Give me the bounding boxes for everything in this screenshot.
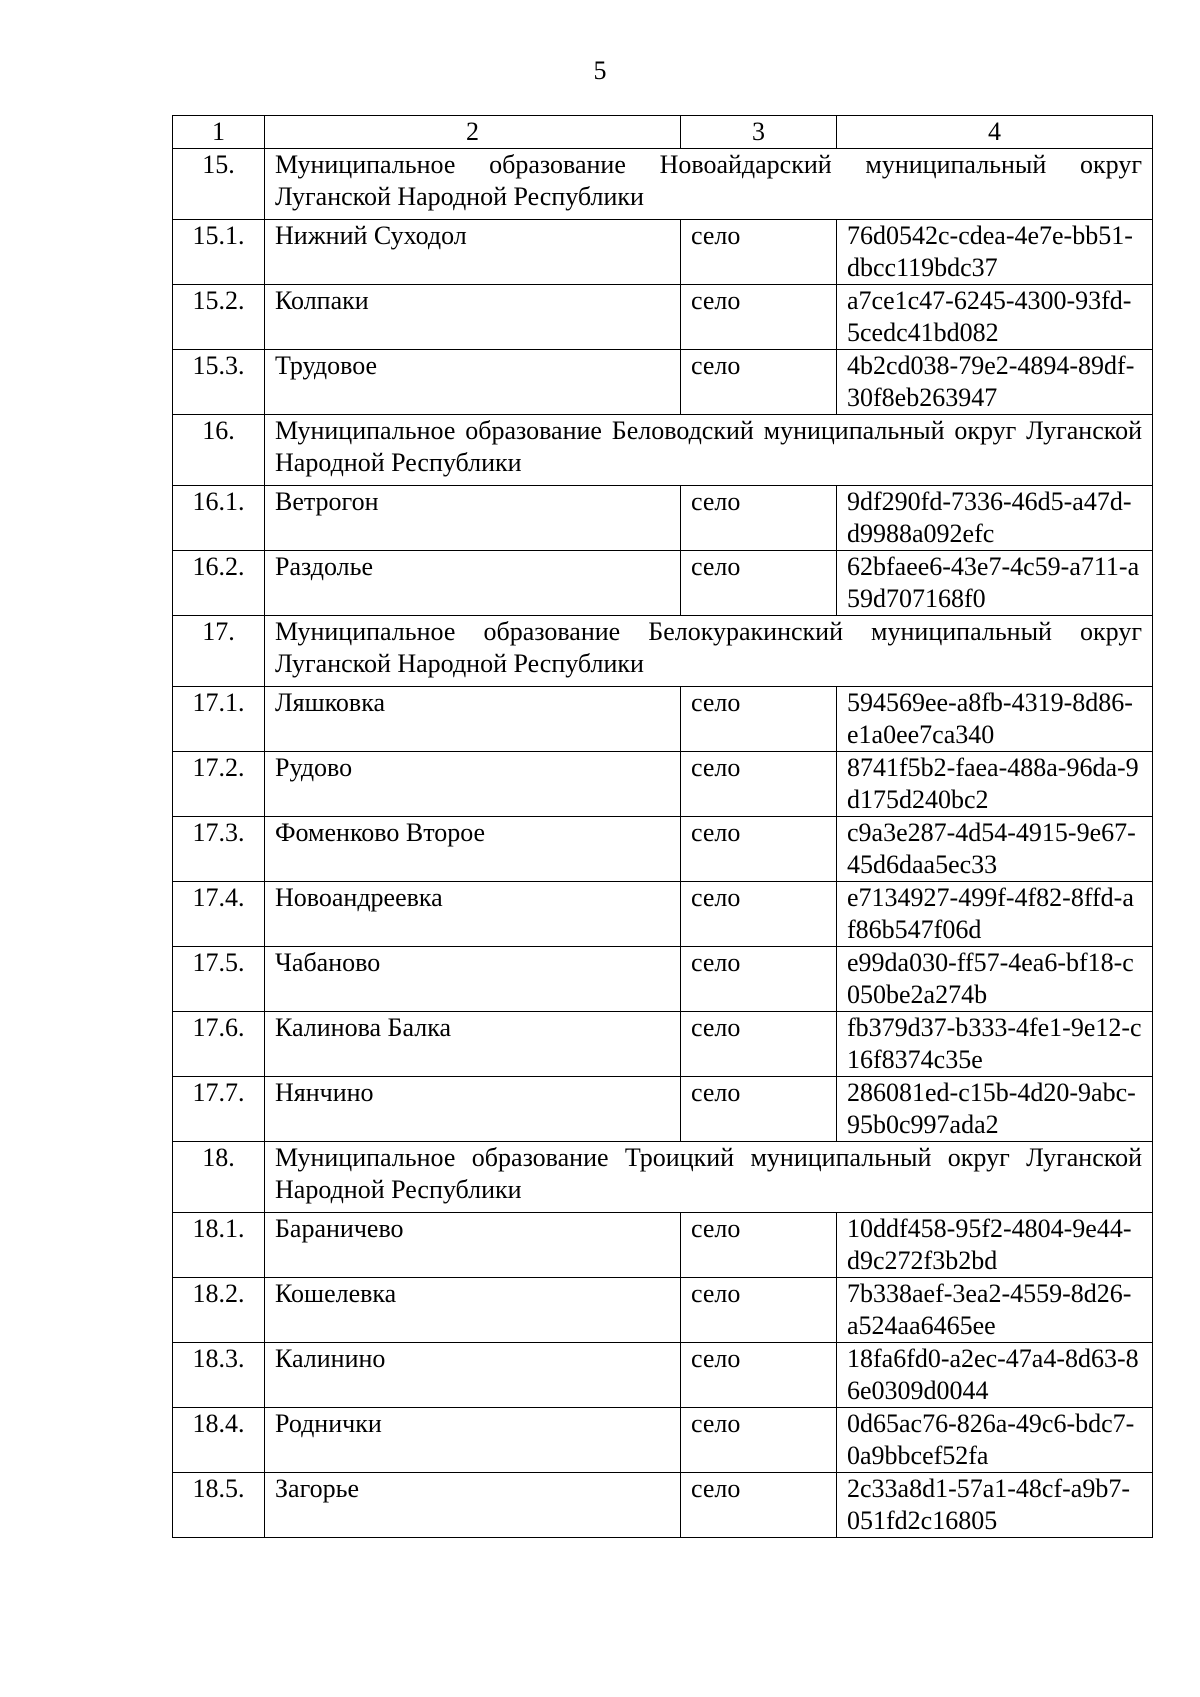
settlement-name: Раздолье <box>265 551 681 616</box>
settlement-row <box>173 1408 1153 1473</box>
settlement-guid: 286081ed-c15b-4d20-9abc-95b0c997ada2 <box>837 1077 1153 1142</box>
settlement-type: село <box>681 1077 837 1142</box>
row-number: 17. <box>173 616 265 687</box>
settlement-guid: 2c33a8d1-57a1-48cf-a9b7-051fd2c16805 <box>837 1473 1153 1538</box>
settlement-row <box>173 687 1153 752</box>
municipality-section-row <box>173 415 1153 486</box>
settlement-name: Трудовое <box>265 350 681 415</box>
settlement-name: Ляшковка <box>265 687 681 752</box>
row-number: 18. <box>173 1142 265 1213</box>
settlement-guid: fb379d37-b333-4fe1-9e12-c16f8374c35e <box>837 1012 1153 1077</box>
row-number: 15. <box>173 149 265 220</box>
settlement-row <box>173 752 1153 817</box>
row-number: 17.1. <box>173 687 265 752</box>
settlement-type: село <box>681 817 837 882</box>
settlement-guid: 9df290fd-7336-46d5-a47d-d9988a092efc <box>837 486 1153 551</box>
settlement-type: село <box>681 285 837 350</box>
settlement-guid: 594569ee-a8fb-4319-8d86-e1a0ee7ca340 <box>837 687 1153 752</box>
settlement-row <box>173 947 1153 1012</box>
settlement-name: Бараничево <box>265 1213 681 1278</box>
municipality-name: Муниципальное образование Новоайдарский муниципальный округ Луганской Народной Республики <box>265 149 1153 220</box>
settlement-row <box>173 882 1153 947</box>
settlement-name: Кошелевка <box>265 1278 681 1343</box>
settlement-name: Нижний Суходол <box>265 220 681 285</box>
settlement-name: Чабаново <box>265 947 681 1012</box>
row-number: 18.4. <box>173 1408 265 1473</box>
municipality-section-row <box>173 616 1153 687</box>
municipality-name: Муниципальное образование Белокуракинский муниципальный округ Луганской Народной Республики <box>265 616 1153 687</box>
settlement-row <box>173 1213 1153 1278</box>
row-number: 16.1. <box>173 486 265 551</box>
settlement-guid: c9a3e287-4d54-4915-9e67-45d6daa5ec33 <box>837 817 1153 882</box>
settlement-name: Калинова Балка <box>265 1012 681 1077</box>
settlement-name: Ветрогон <box>265 486 681 551</box>
row-number: 18.1. <box>173 1213 265 1278</box>
municipality-section-row <box>173 149 1153 220</box>
settlement-guid: e99da030-ff57-4ea6-bf18-c050be2a274b <box>837 947 1153 1012</box>
column-header: 4 <box>837 116 1153 149</box>
settlement-name: Загорье <box>265 1473 681 1538</box>
municipality-name: Муниципальное образование Беловодский муниципальный округ Луганской Народной Республики <box>265 415 1153 486</box>
settlement-type: село <box>681 220 837 285</box>
settlement-name: Калинино <box>265 1343 681 1408</box>
row-number: 15.1. <box>173 220 265 285</box>
settlement-type: село <box>681 1343 837 1408</box>
settlement-type: село <box>681 1473 837 1538</box>
settlements-table <box>172 115 1153 1538</box>
settlement-type: село <box>681 687 837 752</box>
row-number: 15.2. <box>173 285 265 350</box>
municipality-name: Муниципальное образование Троицкий муниципальный округ Луганской Народной Республики <box>265 1142 1153 1213</box>
settlement-name: Нянчино <box>265 1077 681 1142</box>
settlement-row <box>173 551 1153 616</box>
row-number: 18.5. <box>173 1473 265 1538</box>
row-number: 15.3. <box>173 350 265 415</box>
settlement-row <box>173 350 1153 415</box>
settlement-type: село <box>681 947 837 1012</box>
table-body <box>173 116 1153 1538</box>
settlement-row <box>173 817 1153 882</box>
settlement-name: Колпаки <box>265 285 681 350</box>
page-number: 5 <box>593 56 607 85</box>
settlement-type: село <box>681 752 837 817</box>
row-number: 17.7. <box>173 1077 265 1142</box>
settlement-type: село <box>681 882 837 947</box>
settlement-type: село <box>681 350 837 415</box>
settlement-row <box>173 1343 1153 1408</box>
settlement-guid: 62bfaee6-43e7-4c59-a711-a59d707168f0 <box>837 551 1153 616</box>
row-number: 16. <box>173 415 265 486</box>
settlement-type: село <box>681 551 837 616</box>
column-header: 3 <box>681 116 837 149</box>
settlement-name: Роднички <box>265 1408 681 1473</box>
row-number: 18.2. <box>173 1278 265 1343</box>
settlement-row <box>173 1077 1153 1142</box>
settlement-guid: e7134927-499f-4f82-8ffd-af86b547f06d <box>837 882 1153 947</box>
settlement-type: село <box>681 1408 837 1473</box>
settlement-guid: a7ce1c47-6245-4300-93fd-5cedc41bd082 <box>837 285 1153 350</box>
row-number: 17.3. <box>173 817 265 882</box>
settlement-name: Новоандреевка <box>265 882 681 947</box>
settlement-guid: 7b338aef-3ea2-4559-8d26-a524aa6465ee <box>837 1278 1153 1343</box>
settlement-type: село <box>681 1278 837 1343</box>
row-number: 17.2. <box>173 752 265 817</box>
row-number: 17.4. <box>173 882 265 947</box>
row-number: 17.5. <box>173 947 265 1012</box>
settlement-guid: 8741f5b2-faea-488a-96da-9d175d240bc2 <box>837 752 1153 817</box>
row-number: 18.3. <box>173 1343 265 1408</box>
settlement-guid: 18fa6fd0-a2ec-47a4-8d63-86e0309d0044 <box>837 1343 1153 1408</box>
table-header-row <box>173 116 1153 149</box>
settlement-name: Рудово <box>265 752 681 817</box>
settlement-guid: 10ddf458-95f2-4804-9e44-d9c272f3b2bd <box>837 1213 1153 1278</box>
settlement-name: Фоменково Второе <box>265 817 681 882</box>
settlement-type: село <box>681 1213 837 1278</box>
municipality-section-row <box>173 1142 1153 1213</box>
settlement-row <box>173 220 1153 285</box>
settlement-guid: 0d65ac76-826a-49c6-bdc7-0a9bbcef52fa <box>837 1408 1153 1473</box>
settlement-row <box>173 1278 1153 1343</box>
settlement-row <box>173 285 1153 350</box>
settlement-row <box>173 1473 1153 1538</box>
settlement-guid: 76d0542c-cdea-4e7e-bb51-dbcc119bdc37 <box>837 220 1153 285</box>
settlement-row <box>173 1012 1153 1077</box>
row-number: 16.2. <box>173 551 265 616</box>
column-header: 1 <box>173 116 265 149</box>
settlement-row <box>173 486 1153 551</box>
settlement-type: село <box>681 1012 837 1077</box>
column-header: 2 <box>265 116 681 149</box>
settlement-guid: 4b2cd038-79e2-4894-89df-30f8eb263947 <box>837 350 1153 415</box>
row-number: 17.6. <box>173 1012 265 1077</box>
settlement-type: село <box>681 486 837 551</box>
